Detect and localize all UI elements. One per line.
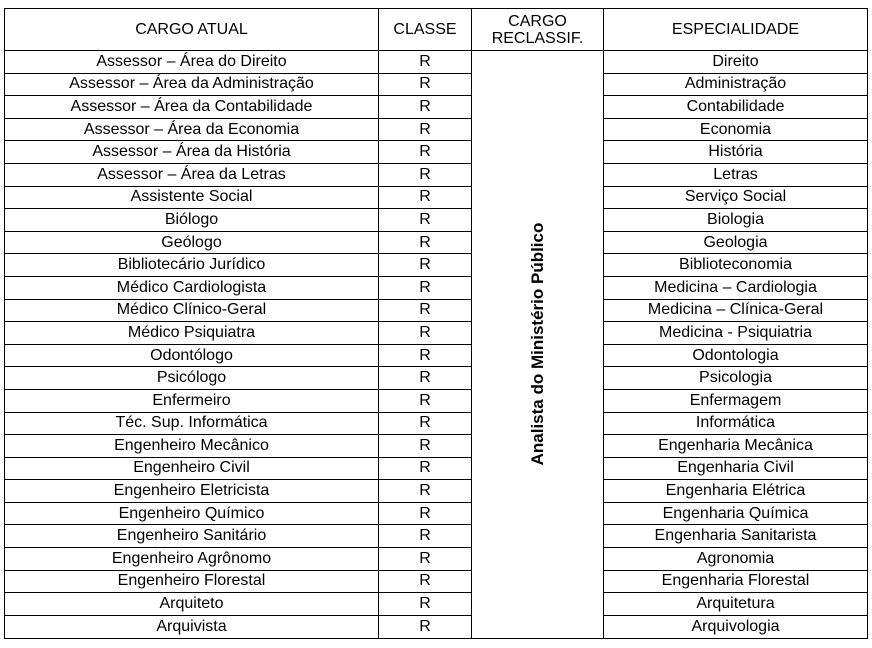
- cell-cargo-atual: Assistente Social: [5, 186, 379, 209]
- cell-classe: R: [379, 457, 472, 480]
- cell-classe: R: [379, 231, 472, 254]
- table-row: [5, 344, 868, 367]
- cell-classe: R: [379, 502, 472, 525]
- cell-cargo-atual: Engenheiro Mecânico: [5, 435, 379, 458]
- cell-especialidade: Informática: [604, 412, 868, 435]
- table-row: [5, 570, 868, 593]
- cell-especialidade: Medicina – Clínica-Geral: [604, 299, 868, 322]
- table-row: [5, 299, 868, 322]
- cell-cargo-atual: Médico Clínico-Geral: [5, 299, 379, 322]
- table-row: [5, 51, 868, 74]
- table-row: [5, 593, 868, 616]
- cell-cargo-atual: Assessor – Área do Direito: [5, 51, 379, 74]
- cell-cargo-atual: Engenheiro Sanitário: [5, 525, 379, 548]
- table-row: [5, 502, 868, 525]
- cell-classe: R: [379, 480, 472, 503]
- table-row: [5, 254, 868, 277]
- table-row: [5, 367, 868, 390]
- reclassification-table: [4, 8, 868, 639]
- table-row: [5, 73, 868, 96]
- cell-classe: R: [379, 367, 472, 390]
- table-body: [5, 51, 868, 639]
- cell-cargo-atual: Engenheiro Químico: [5, 502, 379, 525]
- cell-especialidade: Arquitetura: [604, 593, 868, 616]
- cell-classe: R: [379, 118, 472, 141]
- cell-especialidade: Engenharia Sanitarista: [604, 525, 868, 548]
- cell-especialidade: Odontologia: [604, 344, 868, 367]
- table-row: [5, 615, 868, 638]
- table-row: [5, 525, 868, 548]
- cell-especialidade: Direito: [604, 51, 868, 74]
- header-classe: CLASSE: [379, 9, 472, 51]
- cell-cargo-atual: Bibliotecário Jurídico: [5, 254, 379, 277]
- cell-cargo-atual: Médico Psiquiatra: [5, 322, 379, 345]
- cell-cargo-atual: Arquiteto: [5, 593, 379, 616]
- cell-especialidade: Agronomia: [604, 548, 868, 571]
- cell-especialidade: Administração: [604, 73, 868, 96]
- cell-classe: R: [379, 525, 472, 548]
- cell-cargo-reclassificado: [472, 51, 604, 639]
- table-row: [5, 209, 868, 232]
- cell-especialidade: Engenharia Química: [604, 502, 868, 525]
- cell-especialidade: Letras: [604, 163, 868, 186]
- cell-cargo-atual: Médico Cardiologista: [5, 276, 379, 299]
- reclassified-cargo-label: Analista do Ministério Público: [527, 223, 547, 466]
- cell-especialidade: Engenharia Elétrica: [604, 480, 868, 503]
- table-row: [5, 276, 868, 299]
- table-row: [5, 163, 868, 186]
- cell-especialidade: Biblioteconomia: [604, 254, 868, 277]
- cell-classe: R: [379, 254, 472, 277]
- cell-cargo-atual: Arquivista: [5, 615, 379, 638]
- cell-especialidade: Geologia: [604, 231, 868, 254]
- table-row: [5, 141, 868, 164]
- cell-classe: R: [379, 186, 472, 209]
- table-row: [5, 480, 868, 503]
- cell-classe: R: [379, 163, 472, 186]
- cell-cargo-atual: Engenheiro Agrônomo: [5, 548, 379, 571]
- cell-classe: R: [379, 73, 472, 96]
- cell-especialidade: Serviço Social: [604, 186, 868, 209]
- cell-especialidade: Contabilidade: [604, 96, 868, 119]
- cell-especialidade: Medicina - Psiquiatria: [604, 322, 868, 345]
- cell-especialidade: Enfermagem: [604, 389, 868, 412]
- table-header-row: [5, 9, 868, 51]
- cell-cargo-atual: Assessor – Área da Letras: [5, 163, 379, 186]
- table-row: [5, 389, 868, 412]
- cell-classe: R: [379, 615, 472, 638]
- cell-classe: R: [379, 276, 472, 299]
- cell-cargo-atual: Biólogo: [5, 209, 379, 232]
- cell-cargo-atual: Enfermeiro: [5, 389, 379, 412]
- cell-classe: R: [379, 412, 472, 435]
- table-row: [5, 231, 868, 254]
- cell-classe: R: [379, 548, 472, 571]
- header-cargo-reclassif-line2: RECLASSIF.: [491, 29, 584, 47]
- cell-cargo-atual: Assessor – Área da Administração: [5, 73, 379, 96]
- table-row: [5, 322, 868, 345]
- cell-especialidade: Arquivologia: [604, 615, 868, 638]
- cell-especialidade: Biologia: [604, 209, 868, 232]
- cell-especialidade: Economia: [604, 118, 868, 141]
- cell-classe: R: [379, 141, 472, 164]
- cell-classe: R: [379, 51, 472, 74]
- cell-classe: R: [379, 299, 472, 322]
- cell-cargo-atual: Assessor – Área da Economia: [5, 118, 379, 141]
- cell-classe: R: [379, 389, 472, 412]
- cell-cargo-atual: Psicólogo: [5, 367, 379, 390]
- cell-cargo-atual: Odontólogo: [5, 344, 379, 367]
- cell-classe: R: [379, 209, 472, 232]
- cell-classe: R: [379, 570, 472, 593]
- cell-cargo-atual: Engenheiro Florestal: [5, 570, 379, 593]
- cell-cargo-atual: Geólogo: [5, 231, 379, 254]
- cell-especialidade: Engenharia Civil: [604, 457, 868, 480]
- table-row: [5, 435, 868, 458]
- cell-cargo-atual: Assessor – Área da Contabilidade: [5, 96, 379, 119]
- cell-cargo-atual: Engenheiro Eletricista: [5, 480, 379, 503]
- cell-especialidade: Medicina – Cardiologia: [604, 276, 868, 299]
- table-row: [5, 96, 868, 119]
- cell-especialidade: Engenharia Florestal: [604, 570, 868, 593]
- cell-especialidade: Psicologia: [604, 367, 868, 390]
- cell-classe: R: [379, 344, 472, 367]
- header-cargo-reclassif-line1: CARGO: [508, 12, 567, 30]
- cell-cargo-atual: Téc. Sup. Informática: [5, 412, 379, 435]
- cell-especialidade: História: [604, 141, 868, 164]
- cell-classe: R: [379, 96, 472, 119]
- header-cargo-reclassif: [472, 9, 604, 51]
- header-especialidade: ESPECIALIDADE: [604, 9, 868, 51]
- header-cargo-atual: CARGO ATUAL: [5, 9, 379, 51]
- cell-classe: R: [379, 435, 472, 458]
- table-row: [5, 186, 868, 209]
- table-row: [5, 548, 868, 571]
- table-row: [5, 412, 868, 435]
- table-row: [5, 457, 868, 480]
- cell-cargo-atual: Assessor – Área da História: [5, 141, 379, 164]
- cell-classe: R: [379, 322, 472, 345]
- cell-cargo-atual: Engenheiro Civil: [5, 457, 379, 480]
- cell-especialidade: Engenharia Mecânica: [604, 435, 868, 458]
- cell-classe: R: [379, 593, 472, 616]
- table-row: [5, 118, 868, 141]
